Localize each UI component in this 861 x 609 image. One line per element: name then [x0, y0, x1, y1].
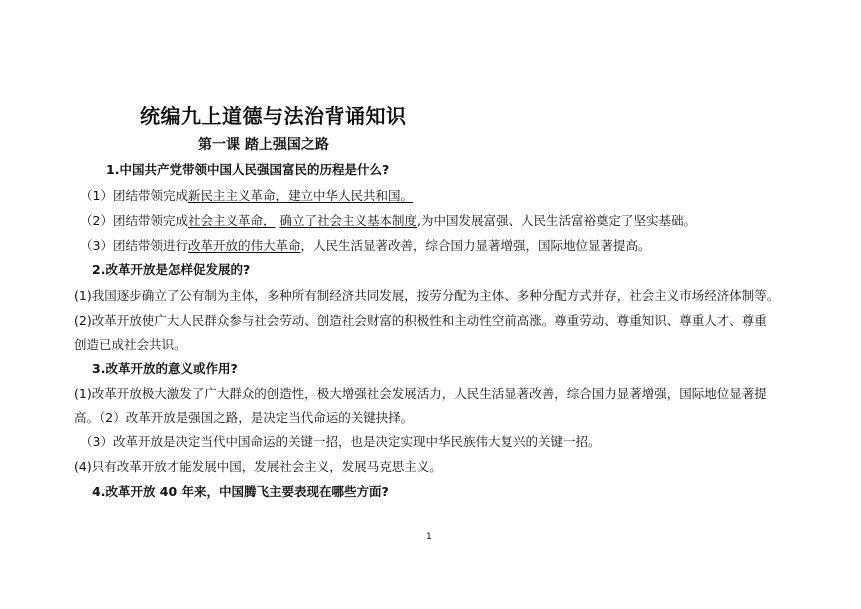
- lesson-title: 第一课 踏上强国之路: [198, 137, 329, 153]
- question-1: 1.中国共产党带领中国人民强国富民的历程是什么?: [106, 162, 390, 177]
- q1-answer-2-suffix: ,为中国发展富强、人民生活富裕奠定了坚实基础。: [416, 213, 696, 228]
- q3-answer-3: （3）改革开放是决定当代中国命运的关键一招，也是决定实现中华民族伟大复兴的关键一招。: [80, 434, 601, 449]
- page-number: 1: [426, 532, 432, 542]
- q1-answer-1-underlined: 新民主主义革命，建立中华人民共和国。: [187, 188, 413, 203]
- q1-answer-1: [80, 188, 413, 204]
- q1-answer-3-underlined: 改革开放的伟大革命: [187, 238, 301, 253]
- q1-answer-3-prefix: （3）团结带领进行: [80, 238, 188, 253]
- q1-answer-2-underlined-1: 社会主义革命，: [187, 213, 276, 228]
- q2-answer-2-line-1: (2)改革开放使广大人民群众参与社会劳动、创造社会财富的积极性和主动性空前高涨。尊重劳动、尊重知识、尊重人才、尊重: [74, 313, 767, 328]
- q2-answer-1: (1)我国逐步确立了公有制为主体，多种所有制经济共同发展，按劳分配为主体、多种分配方式并存，社会主义市场经济体制等。: [74, 288, 780, 303]
- q1-answer-1-prefix: （1）团结带领完成: [80, 188, 188, 203]
- document-title: 统编九上道德与法治背诵知识: [140, 104, 407, 128]
- q1-answer-2-prefix: （2）团结带领完成: [80, 213, 188, 228]
- question-2: 2.改革开放是怎样促发展的?: [92, 262, 251, 277]
- q3-answer-4: (4)只有改革开放才能发展中国，发展社会主义，发展马克思主义。: [74, 459, 442, 474]
- question-3: 3.改革开放的意义或作用?: [92, 361, 238, 376]
- q3-answer-1-line-1: (1)改革开放极大激发了广大群众的创造性，极大增强社会发展活力，人民生活显著改善，综合国力显著增强，国际地位显著提: [74, 386, 767, 401]
- q3-answer-1-line-2: 高。（2）改革开放是强国之路，是决定当代命运的关键抉择。: [74, 410, 414, 425]
- q1-answer-3-suffix: ，人民生活显著改善，综合国力显著增强，国际地位显著提高。: [300, 238, 651, 253]
- question-4: 4.改革开放 40 年来，中国腾飞主要表现在哪些方面?: [92, 484, 389, 499]
- q1-answer-3: [80, 238, 651, 254]
- q1-answer-2: [80, 213, 696, 229]
- q2-answer-2-line-2: 创造已成社会共识。: [74, 337, 187, 352]
- q1-answer-2-underlined-2: 确立了社会主义基本制度: [279, 213, 417, 228]
